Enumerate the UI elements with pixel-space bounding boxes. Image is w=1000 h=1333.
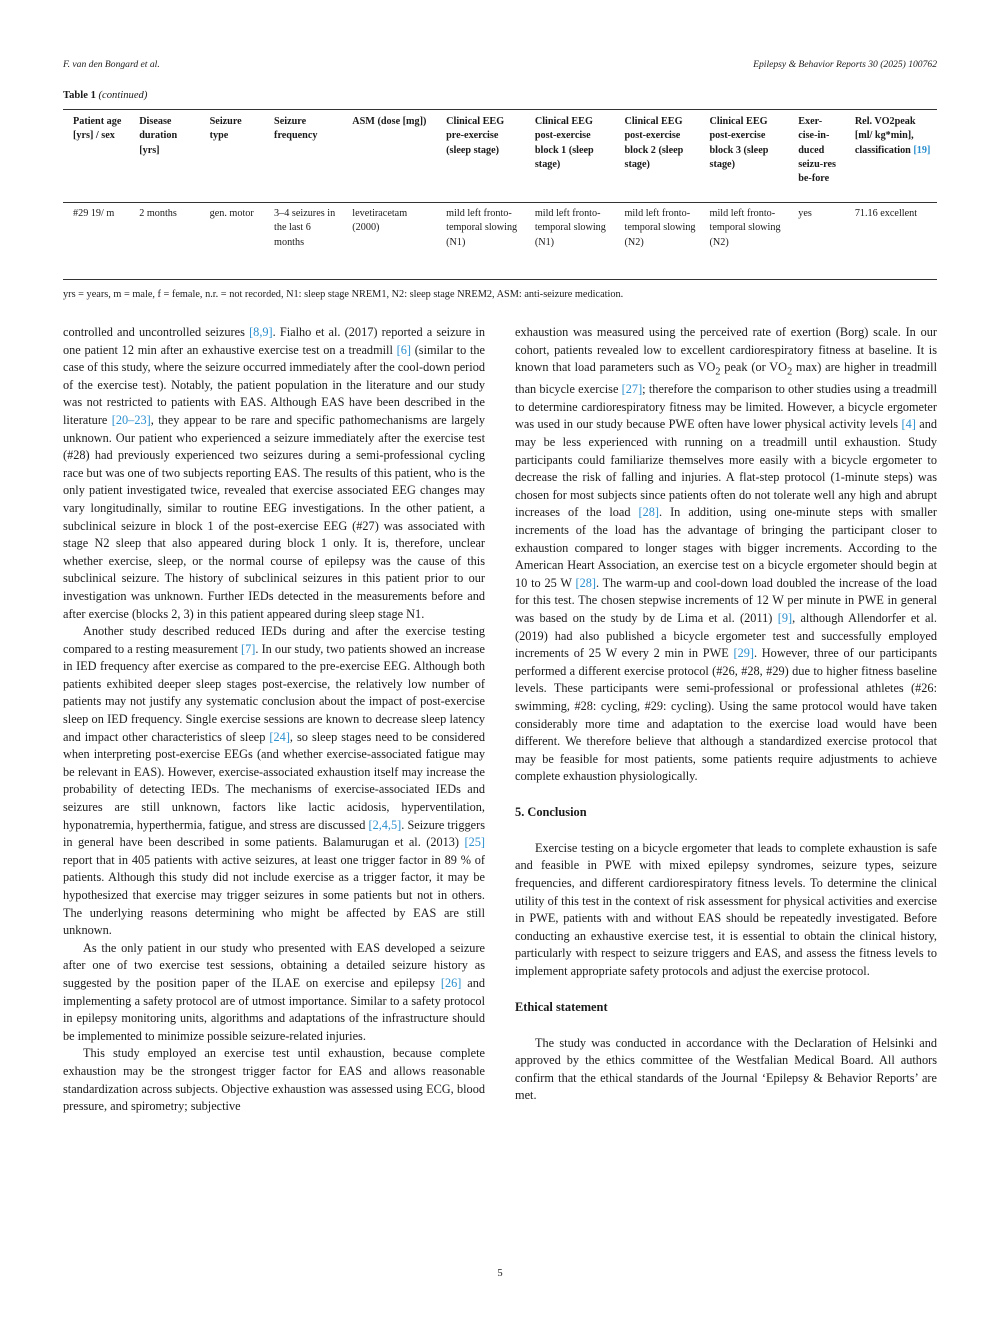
citation-link[interactable]: [28] [575, 575, 597, 590]
table-footnote: yrs = years, m = male, f = female, n.r. = not recorded, N1: sleep stage NREM1, N2: sleep stage NREM2, ASM: anti-seizure medication. [63, 289, 624, 300]
citation-link[interactable]: [7] [241, 641, 256, 656]
paragraph: As the only patient in our study who presented with EAS developed a seizure after one of two exercise test sessions, obtaining a detailed seizure history as suggested by the position paper of the ILAE on exercise and epilepsy [26] and implementing a safety protocol are of utmost importance. Similar to a safety protocol in epilepsy monitoring units, algorithms and adaptations of the infrastructure should be implemented to minimize possible seizure-related injuries. [63, 940, 485, 1043]
table-header-row [63, 110, 937, 203]
table-caption-label: Table 1 [63, 90, 96, 101]
th-seizure-type: Seizure type [200, 110, 264, 203]
th-eeg-block2: Clinical EEG post-exercise block 2 (sleep stage) [614, 110, 699, 203]
paragraph: The study was conducted in accordance with the Declaration of Helsinki and approved by the ethics committee of the Westfalian Medical Board. All authors confirm that the ethical standards of the Journal ‘Epilepsy & Behavior Reports’ are met. [515, 1035, 937, 1103]
cell-eeg-block2: mild left fronto-temporal slowing (N2) [614, 203, 699, 280]
th-eeg-block1: Clinical EEG post-exercise block 1 (sleep stage) [525, 110, 615, 203]
citation-link[interactable]: [6] [396, 342, 411, 357]
th-asm: ASM (dose [mg]) [342, 110, 436, 203]
citation-link[interactable]: [9] [777, 610, 793, 625]
paragraph: Exercise testing on a bicycle ergometer that leads to complete exhaustion is safe and feasible in PWE with mixed epilepsy syndromes, seizure types, seizure frequencies, and different cardiorespiratory fitness levels. To determine the clinical utility of this test in the context of risk assessment for physical activities and exercise in PWE, patients with and without EAS should be repeatedly investigated. Before conducting an exhaustive exercise test, it is essential to obtain the clinical history, particularly with respect to seizure triggers and EAS, and assess the fitness levels to implement appropriate safety protocols and adjust the exercise protocol. [515, 840, 937, 979]
th-duration: Disease duration [yrs] [129, 110, 199, 203]
paragraph: This study employed an exercise test until exhaustion, because complete exhaustion may be the strongest trigger factor for EAS and allows reasonable standardization across subjects. Objective exhaustion was assessed using ECG, blood pressure, and spirometry; subjective [63, 1046, 485, 1114]
paragraph: Another study described reduced IEDs during and after the exercise testing compared to a resting measurement [7]. In our study, two patients showed an increase in IED frequency after exercise as compared to the pre-exercise EEG. Although both patients exhibited deeper sleep stages post-exercise, the relatively low number of patients may not justify any systematic conclusion about the impact of post-exercise sleep on IED frequency. Single exercise sessions are known to decrease sleep latency and impact other characteristics of sleep [24], so sleep stages need to be considered when interpreting post-exercise EEGs (and whether exercise-associated fatigue may be relevant in EAS). However, exercise-associated exhaustion itself may increase the probability of detecting IEDs. The mechanisms of exercise-associated IEDs and seizures are still unknown, factors like lactic acidosis, hyperventilation, hyponatremia, hyperthermia, fatigue, and stress are discussed [2,4,5]. Seizure triggers in general have been described in some patients. Balamurugan et al. (2013) [25] report that in 405 patients with active seizures, at least one trigger factor in 89 % of patients. Although this study did not include exercise as a trigger factor, it may be hypothesized that exercise may trigger seizures in some patients but not in others. The underlying reasons determining who might be affected by EAS are still unknown. [63, 624, 486, 938]
cell-eas-before: yes [788, 203, 845, 280]
right-column [515, 324, 937, 1105]
page-number: 5 [497, 1268, 503, 1279]
cell-patient: #29 19/ m [63, 203, 129, 280]
cell-seizure-frequency: 3–4 seizures in the last 6 months [264, 203, 342, 280]
th-patient: Patient age [yrs] / sex [63, 110, 129, 203]
table-caption [63, 90, 147, 101]
th-eas-before: Exer-cise-in-duced seizu-res be-fore [788, 110, 845, 203]
th-eeg-pre: Clinical EEG pre-exercise (sleep stage) [436, 110, 525, 203]
running-head-journal: Epilepsy & Behavior Reports 30 (2025) 100762 [753, 59, 937, 70]
citation-link[interactable]: [24] [269, 729, 290, 744]
table-row [63, 203, 937, 280]
citation-link[interactable]: [27] [621, 382, 643, 397]
running-head-authors: F. van den Bongard et al. [63, 59, 160, 70]
citation-link[interactable]: [8,9] [249, 325, 273, 339]
th-vo2peak: Rel. VO2peak [ml/ kg*min], classification [19] [845, 110, 937, 203]
running-head [63, 59, 937, 73]
th-vo2peak-ref[interactable]: [19] [913, 144, 931, 156]
section-heading-ethics: Ethical statement [515, 999, 608, 1014]
cell-seizure-type: gen. motor [200, 203, 264, 280]
th-seizure-frequency: Seizure frequency [264, 110, 342, 203]
citation-link[interactable]: [20–23] [111, 412, 151, 427]
left-column [63, 324, 485, 1116]
cell-duration: 2 months [129, 203, 199, 280]
patient-table [63, 109, 937, 280]
citation-link[interactable]: [28] [638, 505, 659, 520]
citation-link[interactable]: [2,4,5] [368, 817, 402, 832]
cell-vo2peak: 71.16 excellent [845, 203, 937, 280]
citation-link[interactable]: [25] [464, 835, 485, 850]
th-eeg-block3: Clinical EEG post-exercise block 3 (sleep stage) [700, 110, 789, 203]
cell-eeg-block3: mild left fronto-temporal slowing (N2) [700, 203, 789, 280]
paragraph: exhaustion was measured using the perceived rate of exertion (Borg) scale. In our cohort, patients revealed low to excellent cardiorespiratory fitness at baseline. It is known that load parameters such as $VO_2$ peak (or $VO_2$ max) are higher in treadmill than bicycle exercise [27]; therefore the comparison to other studies using a treadmill to determine cardiorespiratory fitness may be limited. However, a bicycle ergometer was used in our study because PWE often have lower physical activity levels [4] and may be less experienced with running on a treadmill until exhaustion. Study participants could familiarize themselves more easily with a bicycle ergometer to decrease the risk of falling and injuries. A flat-step protocol (1-minute steps) was chosen for most subjects since patients often do not tolerate well any high and abrupt increases of the load [28]. In addition, using one-minute steps with smaller increments of the load has the advantage of bringing the participant closer to exhaustion compared to longer stages with bigger increments. According to the American Heart Association, an exercise test on a bicycle ergometer should begin at 10 to 25 W [28]. The warm-up and cool-down load doubled the increase of the load for this test. The chosen stepwise increments of 12 W per minute in PWE in general was based on the study by de Lima et al. (2011) [9], although Allendorfer et al. (2019) had also published a bicycle ergometer test and successfully employed increments of 25 W every 2 min in PWE [29]. However, three of our participants performed a different exercise protocol (#26, #28, #29) due to higher fitness baseline levels. These participants were semi-professional or professional athletes (#26: swimming, #28: cycling, #29: cycling). Using the same protocol would have taken considerably more time and adaptation to the exercise load would have been different. We therefore believe that although a standardized exercise protocol that may be feasible for most patients, some patients require adjustments to achieve complete exhaustion physiologically. [515, 325, 937, 784]
cell-asm: levetiracetam (2000) [342, 203, 436, 280]
citation-link[interactable]: [26] [440, 975, 462, 990]
cell-eeg-block1: mild left fronto-temporal slowing (N1) [525, 203, 615, 280]
table-caption-continued: (continued) [98, 90, 148, 101]
citation-link[interactable]: [4] [901, 417, 916, 432]
section-heading-conclusion: 5. Conclusion [515, 804, 587, 819]
cell-eeg-pre: mild left fronto-temporal slowing (N1) [436, 203, 525, 280]
citation-link[interactable]: [29] [733, 646, 754, 661]
paragraph: controlled and uncontrolled seizures [8,9]. Fialho et al. (2017) reported a seizure in one patient 12 min after an exhaustive exercise test on a treadmill [6] (similar to the case of this study, where the seizure occurred immediately after the cool-down period of the exercise test). Notably, the patient population in the literature and our study was not restricted to patients with EAS. Although EAS have been described in the literature [20–23], they appear to be rare and specific pathomechanisms are largely unknown. Our patient who experienced a seizure immediately after the exercise test (#28) had previously experienced two seizures during a semi-professional cycling race but was one of two subjects reporting EAS. The results of this patient, who is the only patient investigated twice, revealed that exercise associated EEG changes may vary longitudinally, similar to routine EEG investigations. In the other patient, a subclinical seizure in block 1 of the post-exercise EEG (#27) was associated with stage N2 sleep that also appeared during block 1 only. It is, therefore, unclear whether exercise, sleep, or the normal course of epilepsy was the cause of this subclinical seizure. The history of subclinical seizures in this patient prior to our investigation was unknown. Further IEDs detected in the measurements before and after exercise (blocks 2, 3) in this patient appeared during sleep stage N1. [63, 325, 486, 621]
